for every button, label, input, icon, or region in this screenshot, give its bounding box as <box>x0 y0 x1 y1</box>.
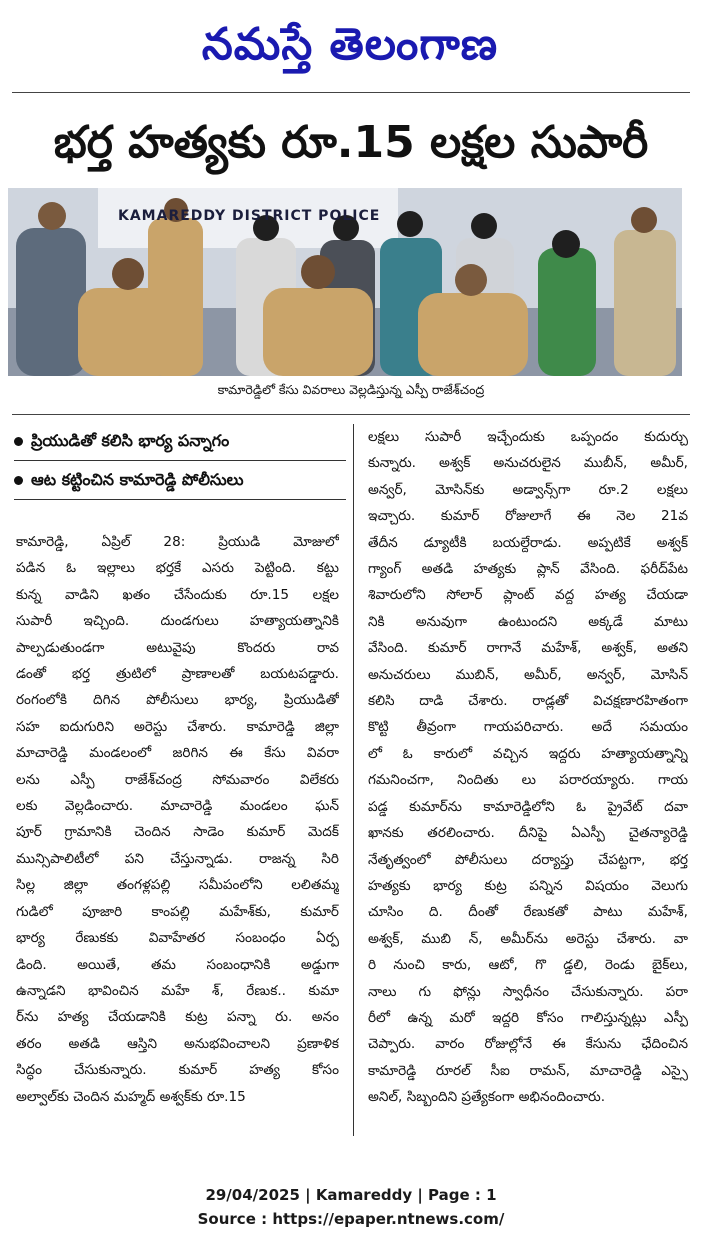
text-line: గుడిలో పూజారి కాంపల్లి మహేశ్‌కు, కుమార్ <box>16 903 339 920</box>
text-line: తరం అతడి ఆస్తిని అనుభవించాలని ప్రణాళిక <box>16 1035 339 1052</box>
bullet-divider <box>14 499 346 500</box>
text-line: కలిసి దాడి చేశారు. రాడ్లతో విచక్షణారహితంగా <box>368 693 688 710</box>
text-line: గ్యాంగ్ అతడి హత్యకు ప్లాన్ వేసింది. ఫరీద్‌పేట <box>368 561 688 578</box>
article-right-column <box>368 424 688 1111</box>
text-line: గమనించగా, నిందితు లు పరారయ్యారు. గాయ <box>368 772 688 789</box>
text-line: డింది. అయితే, తమ సంబంధానికి అడ్డుగా <box>16 956 339 973</box>
sub-headline-item: ప్రియుడితో కలిసి భార్య పన్నాగం <box>14 424 346 458</box>
text-line: పాల్పడుతుండగా అటువైపు కొందరు రావ <box>16 639 339 656</box>
text-line: నేతృత్వంలో పోలీసులు దర్యాప్తు చేపట్టగా, భర్త <box>368 851 688 868</box>
text-line: శివారులోని సోలార్ ప్లాంట్ వద్ద హత్య చేయడా <box>368 587 688 604</box>
newspaper-masthead: నమస్తే తెలంగాణ <box>201 19 499 70</box>
text-line: అనిల్, సిబ్బందిని ప్రత్యేకంగా అభినందించారు. <box>368 1089 606 1106</box>
text-line: అనుచరులు ముబిన్, అమీర్, అన్వర్, మోసిన్ <box>368 666 688 683</box>
sub-headlines <box>14 424 346 502</box>
text-line: ర్‌ను హత్య చేయడానికి కుట్ర పన్నా రు. అనం <box>16 1009 339 1026</box>
text-line: పడిన ఓ ఇల్లాలు భర్తకే ఎసరు పెట్టింది. కట్టు <box>16 560 339 577</box>
text-line: సిద్ధం చేసుకున్నారు. కుమార్ హత్య కోసం <box>16 1062 339 1079</box>
masthead-divider <box>12 92 690 93</box>
text-line: పడ్డ కుమార్‌ను కామారెడ్డిలోని ఓ ప్రైవేట్ దవా <box>368 798 688 815</box>
text-line: నాలు గు ఫోన్లు స్వాధీనం చేసుకున్నారు. పరా <box>368 983 688 1000</box>
article-left-column <box>16 529 339 1110</box>
text-line: అశ్వక్, ముబి న్, అమీర్‌ను అరెస్టు చేశారు. వా <box>368 930 688 947</box>
text-line: కున్న వాడిని ఖతం చేసేందుకు రూ.15 లక్షల <box>16 586 339 603</box>
article-headline: భర్త హత్యకు రూ.15 లక్షల సుపారీ <box>53 117 649 168</box>
text-line: సిల్ల జిల్లా తంగళ్లపల్లి సమీపంలోని లలితమ్మ <box>16 877 339 894</box>
source-url[interactable]: Source : https://epaper.ntnews.com/ <box>197 1210 505 1228</box>
text-line: లక్షలు సుపారీ ఇచ్చేందుకు ఒప్పందం కుదుర్చు <box>368 429 688 445</box>
text-line: లో ఓ కారులో వచ్చిన ఇద్దరు హత్యాయత్నాన్ని <box>368 745 688 762</box>
column-divider <box>353 424 354 1136</box>
text-line: సహ ఐదుగురిని అరెస్టు చేశారు. కామారెడ్డి జిల్లా <box>16 718 339 735</box>
text-line: సుపారీ ఇచ్చింది. దుండగులు హత్యాయత్నానికి <box>16 613 339 630</box>
text-line: రంగంలోకి దిగిన పోలీసులు భార్య, ప్రియుడితో <box>16 692 339 709</box>
bullet-divider <box>14 460 346 461</box>
text-line: కున్నారు. అశ్వక్ అనుచరులైన ముబీన్, అమీర్, <box>368 455 688 472</box>
text-line: తేదీన డ్యూటీకి బయల్దేరాడు. అప్పటికే అశ్వక్ <box>368 534 688 551</box>
text-line: పూర్ గ్రామానికి చెందిన సాడెం కుమార్ మెదక్ <box>16 824 339 841</box>
text-line: కామారెడ్డి రూరల్ సీఐ రామన్, మాచారెడ్డి ఎస్సై <box>368 1062 688 1079</box>
text-line: రి నుంచి కారు, ఆటో, గొ డ్డలి, రెండు బైక్‌లు, <box>368 957 688 974</box>
news-photo <box>8 188 682 376</box>
text-line: రీలో ఉన్న మరో ఇద్దరి కోసం గాలిస్తున్నట్లు ఎస్పీ <box>368 1009 688 1026</box>
text-line: ఇచ్చారు. కుమార్ రోజులాగే ఈ నెల 21వ <box>368 508 688 525</box>
text-line: డంతో భర్త త్రుటిలో ప్రాణాలతో బయటపడ్డారు. <box>16 666 339 683</box>
photo-banner-text: KAMAREDDY DISTRICT POLICE <box>118 208 381 224</box>
text-line: భార్య రేణుకకు వివాహేతర సంబంధం ఏర్ప <box>16 930 339 947</box>
bullet-dot-icon <box>14 437 23 446</box>
text-line: కామారెడ్డి, ఏప్రిల్ 28: ప్రియుడి మోజులో <box>16 534 339 550</box>
text-line: కొట్టి తీవ్రంగా గాయపరిచారు. అదే సమయం <box>368 719 688 736</box>
text-line: చెప్పారు. వారం రోజుల్లోనే ఈ కేసును ఛేదించిన <box>368 1036 688 1053</box>
caption-divider <box>12 414 690 415</box>
text-line: లను ఎస్పీ రాజేశ్‌చంద్ర సోమవారం విలేకరు <box>16 771 339 788</box>
text-line: అన్వర్, మోసిన్‌కు అడ్వాన్స్‌గా రూ.2 లక్షలు <box>368 481 688 498</box>
text-line: అల్వాల్‌కు చెందిన మహ్మద్ అశ్వక్‌కు రూ.15 <box>16 1088 246 1105</box>
text-line: లకు వెల్లడించారు. మాచారెడ్డి మండలం ఘన్ <box>16 798 339 815</box>
text-line: హత్యకు భార్య కుట్ర పన్నిన విషయం వెలుగు <box>368 877 688 894</box>
text-line: మాచారెడ్డి మండలంలో జరిగిన ఈ కేసు వివరా <box>16 745 339 762</box>
text-line: మున్సిపాలిటీలో పని చేస్తున్నాడు. రాజన్న సిరి <box>16 850 339 867</box>
edition-info: 29/04/2025 | Kamareddy | Page : 1 <box>205 1186 497 1204</box>
text-line: ఉన్నాడని భావించిన మహే శ్, రేణుక.. కుమా <box>16 982 339 999</box>
photo-caption: కామారెడ్డిలో కేసు వివరాలు వెల్లడిస్తున్న ఎస్పీ రాజేశ్‌చంద్ర <box>217 382 485 397</box>
bullet-dot-icon <box>14 476 23 485</box>
text-line: చూసిం ది. దీంతో రేణుకతో పాటు మహేశ్, <box>368 904 688 921</box>
sub-headline-item: ఆట కట్టించిన కామారెడ్డి పోలీసులు <box>14 463 346 497</box>
text-line: ఖానకు తరలించారు. దీనిపై ఏఎస్పీ చైతన్యారెడ్డి <box>368 825 688 842</box>
text-line: నికి అనువుగా ఉంటుందని అక్కడే మాటు <box>368 613 688 630</box>
text-line: వేసింది. కుమార్ రాగానే మహేశ్, అశ్వక్, అతని <box>368 640 688 657</box>
